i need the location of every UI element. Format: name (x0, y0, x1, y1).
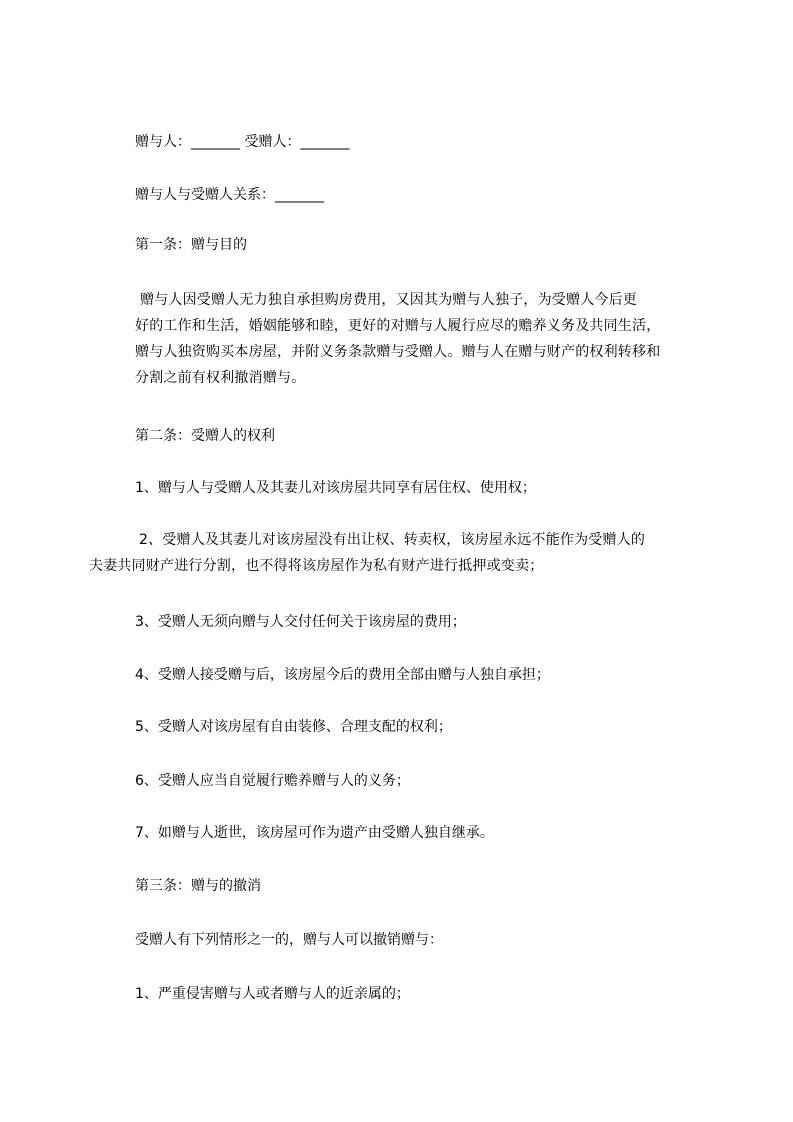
article-3-intro: 受赠人有下列情形之一的，赠与人可以撤销赠与： (135, 932, 443, 948)
article-2-item-2 (89, 527, 645, 579)
article-2-item-3: 3、受赠人无须向赠与人交付任何关于该房屋的费用； (135, 614, 466, 630)
article-1-line: 赠与人因受赠人无力独自承担购房费用，又因其为赠与人独子，为受赠人今后更 (140, 292, 637, 308)
article-3-item-1: 1、严重侵害赠与人或者赠与人的近亲属的； (135, 986, 410, 1002)
article-2-title: 第二条：受赠人的权利 (135, 428, 275, 444)
article-1-line: 好的工作和生活，婚姻能够和睦，更好的对赠与人履行应尽的赡养义务及共同生活， (135, 318, 661, 334)
donor-recipient-line: 赠与人：_______ 受赠人：_______ (135, 134, 350, 150)
article-2-item-7: 7、如赠与人逝世，该房屋可作为遗产由受赠人独自继承。 (135, 825, 494, 841)
article-2-item-2-line: 2、受赠人及其妻儿对该房屋没有出让权、转卖权，该房屋永远不能作为受赠人的 (139, 532, 646, 548)
article-2-item-4: 4、受赠人接受赠与后，该房屋今后的费用全部由赠与人独自承担； (135, 667, 550, 683)
article-2-item-2-line: 夫妻共同财产进行分割，也不得将该房屋作为私有财产进行抵押或变卖； (89, 558, 544, 574)
relation-line: 赠与人与受赠人关系：_______ (135, 187, 324, 203)
article-2-item-6: 6、受赠人应当自觉履行赡养赠与人的义务； (135, 773, 410, 789)
article-2-item-1: 1、赠与人与受赠人及其妻儿对该房屋共同享有居住权、使用权； (135, 480, 536, 496)
article-3-title: 第三条：赠与的撤消 (135, 878, 261, 894)
article-1-body (135, 287, 660, 391)
article-1-title: 第一条：赠与目的 (135, 237, 247, 253)
article-1-line: 分割之前有权利撤消赠与。 (135, 370, 306, 386)
article-2-item-5: 5、受赠人对该房屋有自由装修、合理支配的权利； (135, 719, 452, 735)
article-1-line: 赠与人独资购买本房屋，并附义务条款赠与受赠人。赠与人在赠与财产的权利转移和 (135, 344, 661, 360)
